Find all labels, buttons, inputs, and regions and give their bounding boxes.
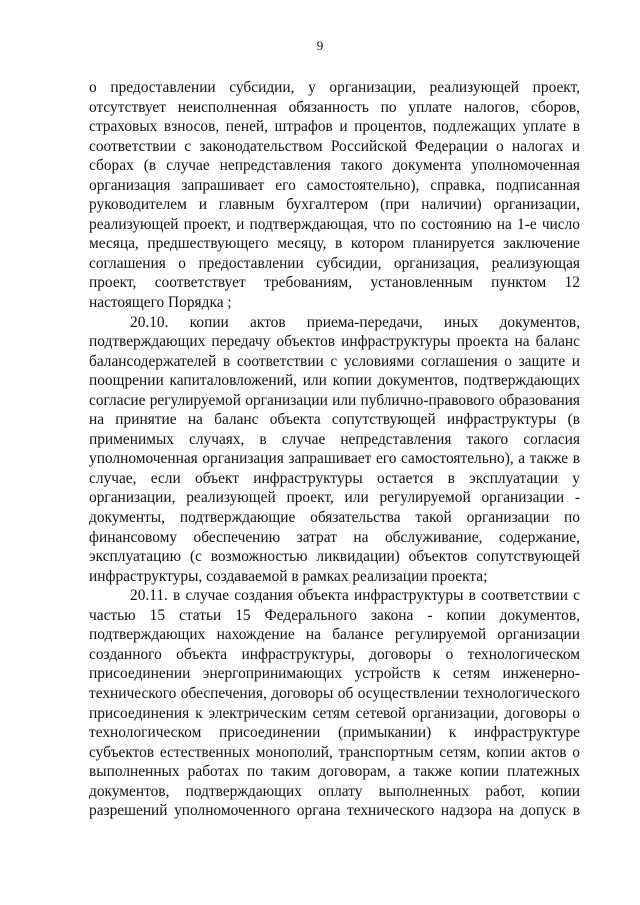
paragraph-20-10 [89, 313, 580, 587]
text-line: месяца, предшествующего месяцу, в котором планируется заключение [89, 235, 580, 253]
text-line: страховых взносов, пеней, штрафов и процентов, подлежащих уплате в [89, 118, 580, 136]
text-line: подтверждающих нахождение на балансе регулируемой организации [89, 626, 580, 644]
text-line: технологическом присоединении (примыкании) к инфраструктуре [89, 724, 580, 742]
text-line: технического обеспечения, договоры об осуществлении технологического [89, 684, 580, 702]
text-line: присоединении энергопринимающих устройств к сетям инженерно- [89, 665, 580, 683]
text-line: 20.11. в случае создания объекта инфраструктуры в соответствии с [130, 587, 580, 605]
page-number: 9 [316, 38, 324, 53]
text-line: документов, подтверждающих оплату выполненных работ, копии [89, 782, 580, 800]
text-line: о предоставлении субсидии, у организации, реализующей проект, [89, 79, 580, 96]
document-body [89, 78, 580, 821]
text-line: инфраструктуры, создаваемой в рамках реализации проекта; [89, 567, 488, 585]
text-line: настоящего Порядка ; [89, 294, 232, 312]
text-line: частью 15 статьи 15 Федерального закона - копии документов, [89, 606, 580, 624]
text-line: документы, подтверждающие обязательства такой организации по [89, 509, 580, 527]
text-line: организации, реализующей проект, или регулируемой организации - [89, 489, 580, 507]
text-line: реализующей проект, и подтверждающая, что по состоянию на 1-е число [89, 215, 580, 233]
text-line: подтверждающих передачу объектов инфраструктуры проекта на баланс [89, 333, 580, 351]
text-line: созданного объекта инфраструктуры, договоры о технологическом [89, 645, 580, 663]
text-line: на принятие на баланс объекта сопутствующей инфраструктуры (в [89, 411, 580, 429]
text-line: балансодержателей в соответствии с условиями соглашения о защите и [89, 352, 580, 370]
text-line: выполненных работах по таким договорам, а также копии платежных [89, 763, 580, 781]
text-line: применимых случаях, в случае непредставления такого согласия [89, 430, 580, 448]
text-line: соглашения о предоставлении субсидии, организация, реализующая [89, 254, 580, 272]
text-line: организация запрашивает его самостоятельно), справка, подписанная [89, 176, 580, 194]
text-line: финансовому обеспечению затрат на обслуживание, содержание, [89, 528, 580, 546]
text-line: субъектов естественных монополий, транспортным сетям, копии актов о [89, 743, 580, 761]
text-line: проект, соответствует требованиям, установленным пунктом 12 [89, 274, 580, 292]
text-line: случае, если объект инфраструктуры остается в эксплуатации у [89, 469, 580, 487]
text-line: сборах (в случае непредставления такого документа уполномоченная [89, 157, 580, 175]
text-line: соответствии с законодательством Российской Федерации о налогах и [89, 137, 580, 155]
text-line: эксплуатацию (с возможностью ликвидации) объектов сопутствующей [89, 548, 580, 566]
text-line: разрешений уполномоченного органа технического надзора на допуск в [89, 802, 580, 820]
text-line: 20.10. копии актов приема-передачи, иных документов, [130, 313, 580, 331]
text-line: уполномоченная организация запрашивает его самостоятельно), а также в [89, 450, 580, 468]
text-line: руководителем и главным бухгалтером (при наличии) организации, [89, 196, 580, 214]
text-line: отсутствует неисполненная обязанность по уплате налогов, сборов, [89, 98, 580, 116]
text-line: присоединения к электрическим сетям сетевой организации, договоры о [89, 704, 580, 722]
text-line: поощрении капиталовложений, или копии документов, подтверждающих [89, 372, 580, 390]
text-line: согласие регулируемой организации или публично-правового образования [89, 391, 580, 409]
paragraph-subsidy-certificate [89, 78, 580, 313]
paragraph-20-11 [89, 586, 580, 821]
